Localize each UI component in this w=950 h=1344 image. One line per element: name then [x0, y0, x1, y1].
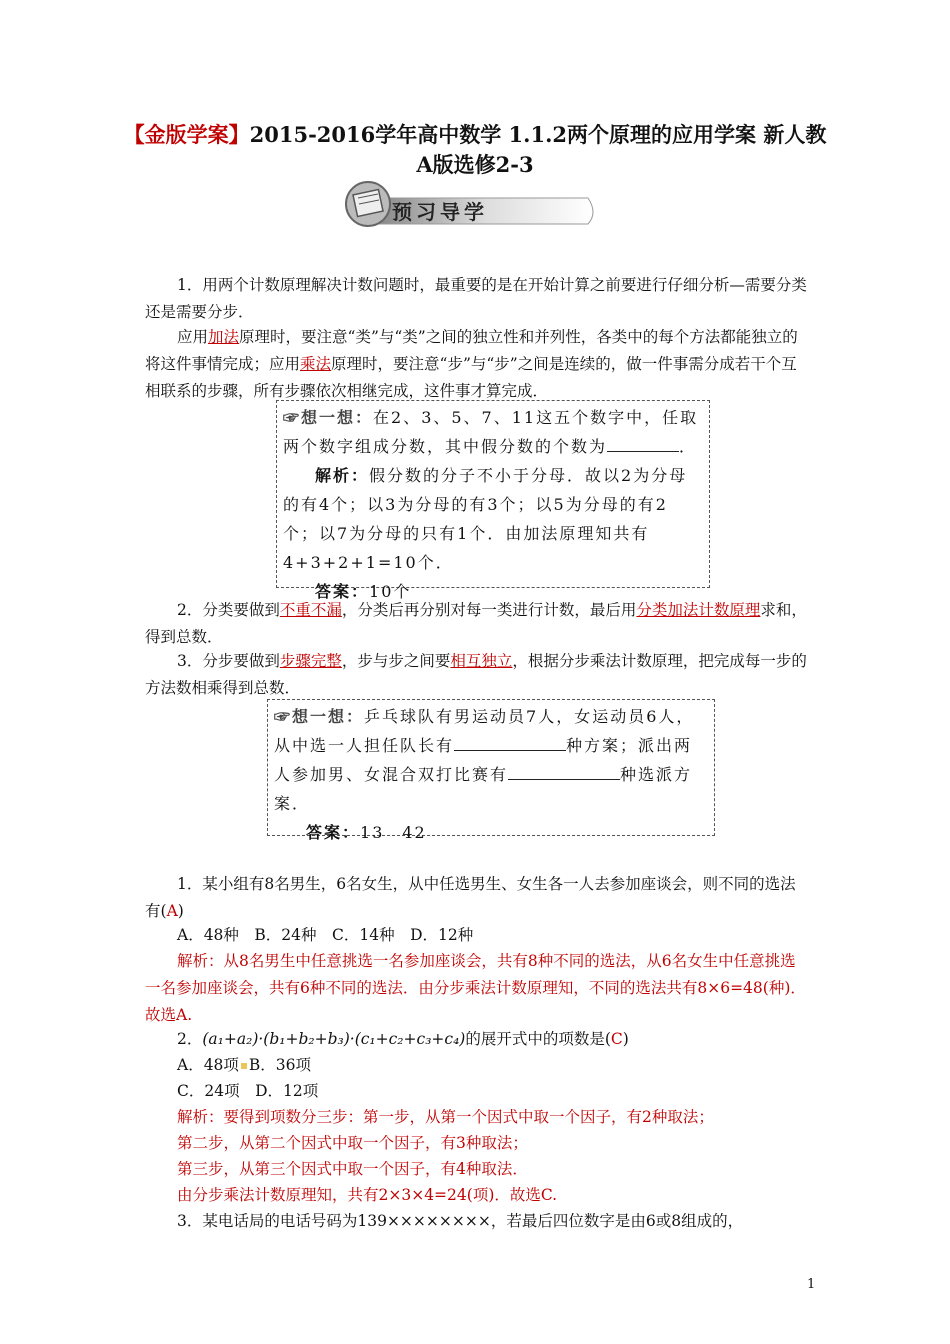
keyword-addition-principle: 分类加法计数原理 [636, 601, 761, 619]
exercise-2-analysis-4: 由分步乘法计数原理知，共有2×3×4=24(项)．故选C. [177, 1186, 558, 1204]
think-question-1-end: ． [679, 437, 698, 456]
title-prefix: 【金版学案】 [123, 122, 250, 147]
answer-text-1: 10个 [369, 582, 412, 601]
think-question-2c: 种选派方案． [274, 765, 693, 813]
keyword-independent: 相互独立 [450, 652, 513, 670]
think-question-1: 在2、3、5、7、11这五个数字中，任取两个数字组成分数，其中假分数的个数为 [283, 408, 699, 456]
paragraph-3 [145, 597, 810, 651]
exercise-1-text: 1．某小组有8名男生，6名女生，从中任选男生、女生各一人去参加座谈会，则不同的选法有( [145, 875, 796, 920]
document-title [120, 120, 830, 180]
paragraph-4-a: 3．分步要做到 [177, 652, 280, 670]
exercise-2-analysis-3: 第三步，从第三个因式中取一个因子，有4种取法． [177, 1160, 528, 1178]
paragraph-1: 1．用两个计数原理解决计数问题时，最重要的是在开始计算之前要进行仔细分析—需要分类还是需要分步． [145, 276, 807, 321]
exercise-1-options: A．48种 B．24种 C．14种 D．12种 [177, 926, 474, 944]
banner-title: 预习导学 [392, 200, 488, 224]
paragraph-3-c: ，分类后再分别对每一类进行计数，最后用 [341, 601, 637, 619]
paragraph-2-a: 应用 [177, 328, 209, 346]
answer-blank-1 [607, 451, 679, 452]
think-question-2a: 乒乓球队有男运动员7人，女运动员6人，从中选一人担任队长有 [274, 707, 695, 755]
exercise-1-question [145, 871, 810, 925]
paragraph-4 [145, 648, 810, 702]
exercise-1-end: ) [177, 902, 184, 920]
paragraph-2-e: 原理时，要注意“步”与“步”之间是连续的，做一件事需分成若干个互相联系的步骤，所有步骤依次相继完成，这件事才算完成． [145, 355, 797, 400]
exercise-2-analysis-2: 第二步，从第二个因式中取一个因子，有3种取法； [177, 1134, 528, 1152]
keyword-addition: 加法 [208, 328, 240, 346]
answer-blank-2b [508, 779, 620, 780]
answer-label-2: 答案： [306, 823, 361, 842]
page-number: 1 [807, 1277, 816, 1292]
paragraph-4-e: ，根据分步乘法计数原理，把完成每一步的方法数相乘得到总数． [145, 652, 807, 697]
exercise-2-analysis-1: 解析：要得到项数分三步：第一步，从第一个因式中取一个因子，有2种取法； [177, 1108, 714, 1126]
exercise-3-question: 3．某电话局的电话号码为139××××××××，若最后四位数字是由6或8组成的， [177, 1212, 744, 1230]
exercise-2-option-a: A．48项 [177, 1056, 239, 1074]
analysis-text-1: 假分数的分子不小于分母．故以2为分母的有4个；以3为分母的有3个；以5为分母的有2个；以7为分母的只有1个．由加法原理知共有4+3+2+1=10个． [283, 466, 688, 572]
paragraph-3-a: 2．分类要做到 [177, 601, 280, 619]
think-box-1 [276, 400, 710, 601]
title-main: 2015-2016学年高中数学 1.1.2两个原理的应用学案 新人教A版选修2-3 [249, 122, 827, 177]
answer-label-1: 答案： [315, 582, 370, 601]
exercise-2-answer: C [610, 1030, 623, 1048]
paragraph-2 [145, 324, 810, 405]
exercise-2-expression: (a₁+a₂)·(b₁+b₂+b₃)·(c₁+c₂+c₃+c₄) [202, 1030, 466, 1048]
think-label-2: ☞想一想： [274, 707, 365, 726]
exercise-2-end: ) [622, 1030, 629, 1048]
exercise-1-analysis: 解析：从8名男生中任意挑选一名参加座谈会，共有8种不同的选法，从6名女生中任意挑选一名参加座谈会，共有6种不同的选法．由分步乘法计数原理知，不同的选法共有8×6=48(种)．故选A. [145, 952, 806, 1024]
exercise-1-answer: A [166, 902, 178, 920]
analysis-label-1: 解析： [315, 466, 370, 485]
exercise-2-options-2: C．24项 D．12项 [177, 1082, 319, 1100]
highlight-mark [241, 1063, 247, 1069]
think-question-2b: 种方案；派出两人参加男、女混合双打比赛有 [274, 736, 693, 784]
keyword-no-overlap: 不重不漏 [279, 601, 342, 619]
paragraph-4-c: ，步与步之间要 [341, 652, 451, 670]
exercise-2-number: 2． [177, 1030, 203, 1048]
exercise-2-option-b: B．36项 [248, 1056, 312, 1074]
think-label-1: ☞想一想： [283, 408, 374, 427]
answer-blank-2a [454, 750, 566, 751]
exercise-2-text: 的展开式中的项数是( [465, 1030, 611, 1048]
paragraph-2-c: 原理时，要注意“类”与“类”之间的独立性和并列性，各类中的每个方法都能独立的将这件事情完成；应用 [145, 328, 798, 373]
keyword-complete-steps: 步骤完整 [279, 652, 342, 670]
think-box-2 [267, 699, 715, 842]
answer-text-2: 13 42 [360, 823, 427, 842]
exercise-2-question [177, 1026, 817, 1053]
paragraph-3-e: 求和，得到总数． [145, 601, 807, 646]
exercise-2-options-1 [177, 1052, 817, 1079]
keyword-multiplication: 乘法 [300, 355, 332, 373]
